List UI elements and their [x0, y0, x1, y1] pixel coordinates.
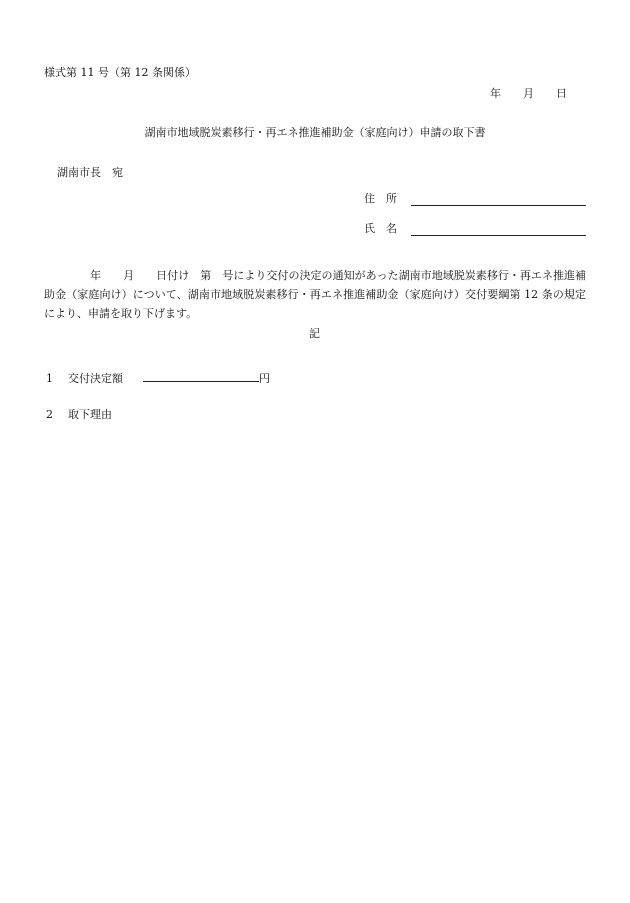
item-grant-amount: [46, 370, 270, 386]
body-paragraph: [44, 266, 586, 323]
body-month-label: 月: [123, 269, 135, 282]
amount-unit: 円: [259, 372, 270, 385]
body-text: 号により交付の決定の通知があった湖南市地域脱炭素移行・再エネ推進補助金（家庭向け）について、湖南市地域脱炭素移行・再エネ推進補助金（家庭向け）交付要綱第 12 条の規定により、申請を取り下げます。: [44, 269, 587, 320]
date-month-label: 月: [523, 87, 534, 100]
ki-heading: 記: [309, 327, 320, 340]
address-label: 住 所: [364, 192, 397, 205]
grant-amount-field[interactable]: [143, 370, 259, 382]
body-dated-label: 日付け: [156, 269, 190, 282]
item-label: 取下理由: [68, 408, 112, 421]
date-day-label: 日: [556, 87, 567, 100]
name-field[interactable]: [411, 235, 586, 236]
document-title: 湖南市地域脱炭素移行・再エネ推進補助金（家庭向け）申請の取下書: [144, 126, 486, 139]
date-line: [490, 87, 567, 101]
date-year-label: 年: [490, 87, 501, 100]
item-withdrawal-reason: [46, 408, 112, 422]
address-row: [364, 192, 410, 206]
form-number: 様式第 11 号（第 12 条関係）: [44, 66, 196, 79]
item-number: 1: [46, 372, 53, 385]
name-label: 氏 名: [364, 222, 397, 235]
body-year-label: 年: [90, 269, 102, 282]
item-number: 2: [46, 408, 53, 421]
body-number-prefix: 第: [200, 269, 212, 282]
address-field[interactable]: [411, 205, 586, 206]
recipient: 湖南市長 宛: [57, 166, 123, 179]
item-label: 交付決定額: [68, 372, 123, 385]
name-row: [364, 222, 410, 236]
